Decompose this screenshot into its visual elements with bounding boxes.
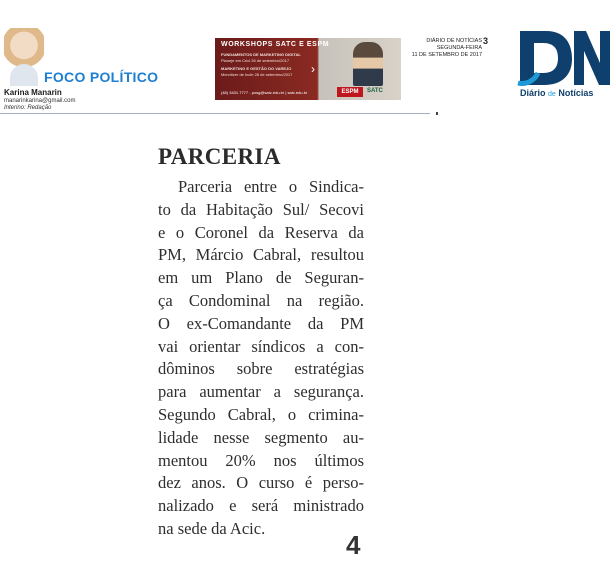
- page-number: 3: [483, 36, 489, 46]
- article-line: lidade nesse segmento au-: [158, 427, 364, 447]
- newspaper-header: [0, 0, 616, 115]
- article-body: [158, 176, 364, 541]
- article-line: ça Condominal na região.: [158, 290, 364, 310]
- clipping-page-marker: 4: [346, 530, 361, 560]
- ad-course-1-date: Planeje em Cricl 26 de setembro/2017: [221, 58, 290, 63]
- author-photo: [4, 28, 44, 86]
- article-line: PM, Márcio Cabral, resultou: [158, 245, 364, 265]
- article-line: dôminos sobre estratégias: [158, 359, 364, 379]
- satc-logo: SATC: [367, 88, 383, 94]
- article-line: Segundo Cabral, o crimina-: [158, 404, 364, 424]
- column-title: FOCO POLÍTICO: [44, 69, 159, 85]
- ad-contact: (48) 3431.7777 - posg@satc.edu.br | satc.edu.br: [221, 90, 308, 95]
- article-headline: PARCERIA: [158, 144, 281, 169]
- article-line: mentou 20% nos últimos: [158, 450, 364, 470]
- article-line: to da Habitação Sul/ Secovi: [158, 199, 364, 219]
- article-line: na sede da Acic.: [158, 518, 266, 538]
- author-name: Karina Manarin: [4, 88, 62, 97]
- espm-logo: ESPM: [337, 87, 363, 97]
- article-line: em um Plano de Seguran-: [158, 268, 364, 288]
- chevron-right-icon: ›: [311, 62, 315, 76]
- weekday: SEGUNDA-FEIRA: [436, 45, 482, 51]
- ad-course-2-date: Mercitizer de Incib 28 de setembro/2017: [221, 72, 293, 77]
- author-email: manarinkarina@gmail.com: [4, 98, 76, 104]
- paper-name: DIÁRIO DE NOTÍCIAS: [426, 38, 482, 44]
- workshop-ad-banner: [215, 38, 401, 100]
- article-line: dez anos. O curso é perso-: [158, 473, 364, 493]
- article-line: nalizado e será ministrado: [158, 496, 364, 516]
- ad-course-2: MARKETING E GESTÃO DO VAREJO: [221, 66, 292, 71]
- ad-title: WORKSHOPS SATC E ESPM: [221, 41, 330, 48]
- article-line: O ex-Comandante da PM: [158, 313, 364, 333]
- header-divider: [0, 113, 430, 114]
- article-line: Parceria entre o Sindica-: [178, 177, 364, 196]
- publication-date: 11 DE SETEMBRO DE 2017: [411, 52, 482, 58]
- dn-logo-mark: [516, 27, 612, 89]
- paper-info: [404, 38, 482, 59]
- dn-brand-text: Diário de Notícias: [520, 88, 594, 98]
- author-meta: Interino: Redação: [4, 105, 52, 111]
- article-line: e o Coronel da Reserva da: [158, 222, 364, 242]
- ad-course-1: FUNDAMENTOS DE MARKETING DIGITAL: [221, 52, 301, 57]
- page-marker-dot: [436, 112, 438, 115]
- article-clipping: [156, 138, 366, 558]
- ad-person-photo: [353, 42, 383, 86]
- article-line: para aumentar a segurança.: [158, 382, 364, 402]
- article-line: vai orientar síndicos a con-: [158, 336, 364, 356]
